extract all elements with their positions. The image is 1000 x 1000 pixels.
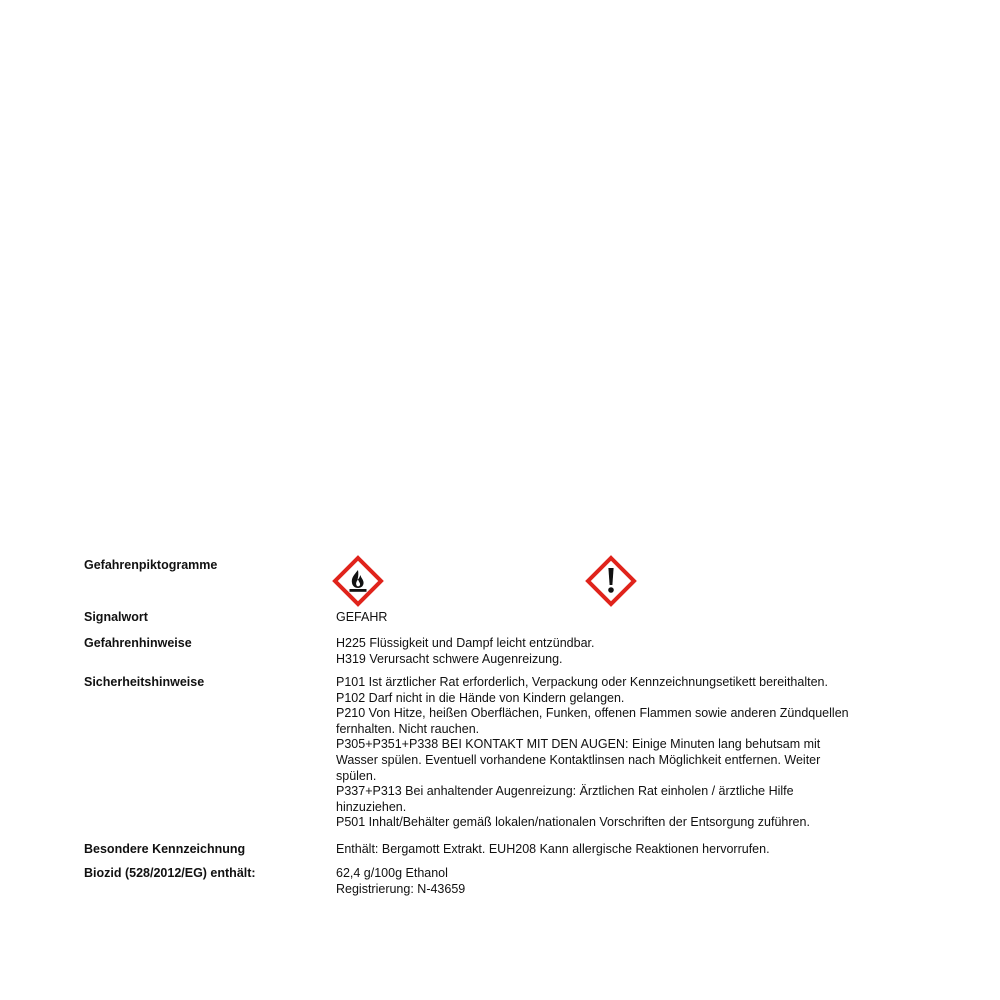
precautionary-statements-label: Sicherheitshinweise (84, 675, 205, 689)
biocide-active-substance: 62,4 g/100g Ethanol (336, 866, 448, 880)
special-labelling-value: Enthält: Bergamott Extrakt. EUH208 Kann allergische Reaktionen hervorrufen. (336, 842, 770, 856)
special-labelling-label: Besondere Kennzeichnung (84, 842, 246, 856)
signal-word-label: Signalwort (84, 610, 148, 624)
precautionary-statements (336, 675, 916, 831)
biocide-label: Biozid (528/2012/EG) enthält: (84, 866, 256, 880)
precaution-line: P337+P313 Bei anhaltender Augenreizung: Ärztlichen Rat einholen / ärztliche Hilfe (336, 784, 794, 799)
precaution-line: hinzuziehen. (336, 799, 407, 814)
hazard-statement-h319: H319 Verursacht schwere Augenreizung. (336, 651, 563, 666)
precaution-line: spülen. (336, 768, 377, 783)
precaution-line: P101 Ist ärztlicher Rat erforderlich, Verpackung oder Kennzeichnungsetikett bereithalten. (336, 675, 828, 689)
biocide-info (336, 866, 916, 897)
precaution-line: P210 Von Hitze, heißen Oberflächen, Funken, offenen Flammen sowie anderen Zündquellen (336, 706, 849, 721)
exclamation-mark-icon (585, 555, 637, 607)
precaution-line: Wasser spülen. Eventuell vorhandene Kontaktlinsen nach Möglichkeit entfernen. Weiter (336, 752, 821, 767)
precaution-line: P102 Darf nicht in die Hände von Kindern gelangen. (336, 690, 625, 705)
precaution-line: fernhalten. Nicht rauchen. (336, 721, 480, 736)
signal-word-value: GEFAHR (336, 610, 388, 624)
hazard-statement-h225: H225 Flüssigkeit und Dampf leicht entzündbar. (336, 636, 595, 650)
hazard-statements (336, 636, 916, 667)
flame-icon (332, 555, 384, 607)
pictograms-label: Gefahrenpiktogramme (84, 558, 218, 572)
hazard-statements-label: Gefahrenhinweise (84, 636, 192, 650)
biocide-registration: Registrierung: N-43659 (336, 881, 466, 896)
precaution-line: P305+P351+P338 BEI KONTAKT MIT DEN AUGEN: Einige Minuten lang behutsam mit (336, 737, 821, 752)
precaution-line: P501 Inhalt/Behälter gemäß lokalen/nationalen Vorschriften der Entsorgung zuführen. (336, 815, 810, 830)
